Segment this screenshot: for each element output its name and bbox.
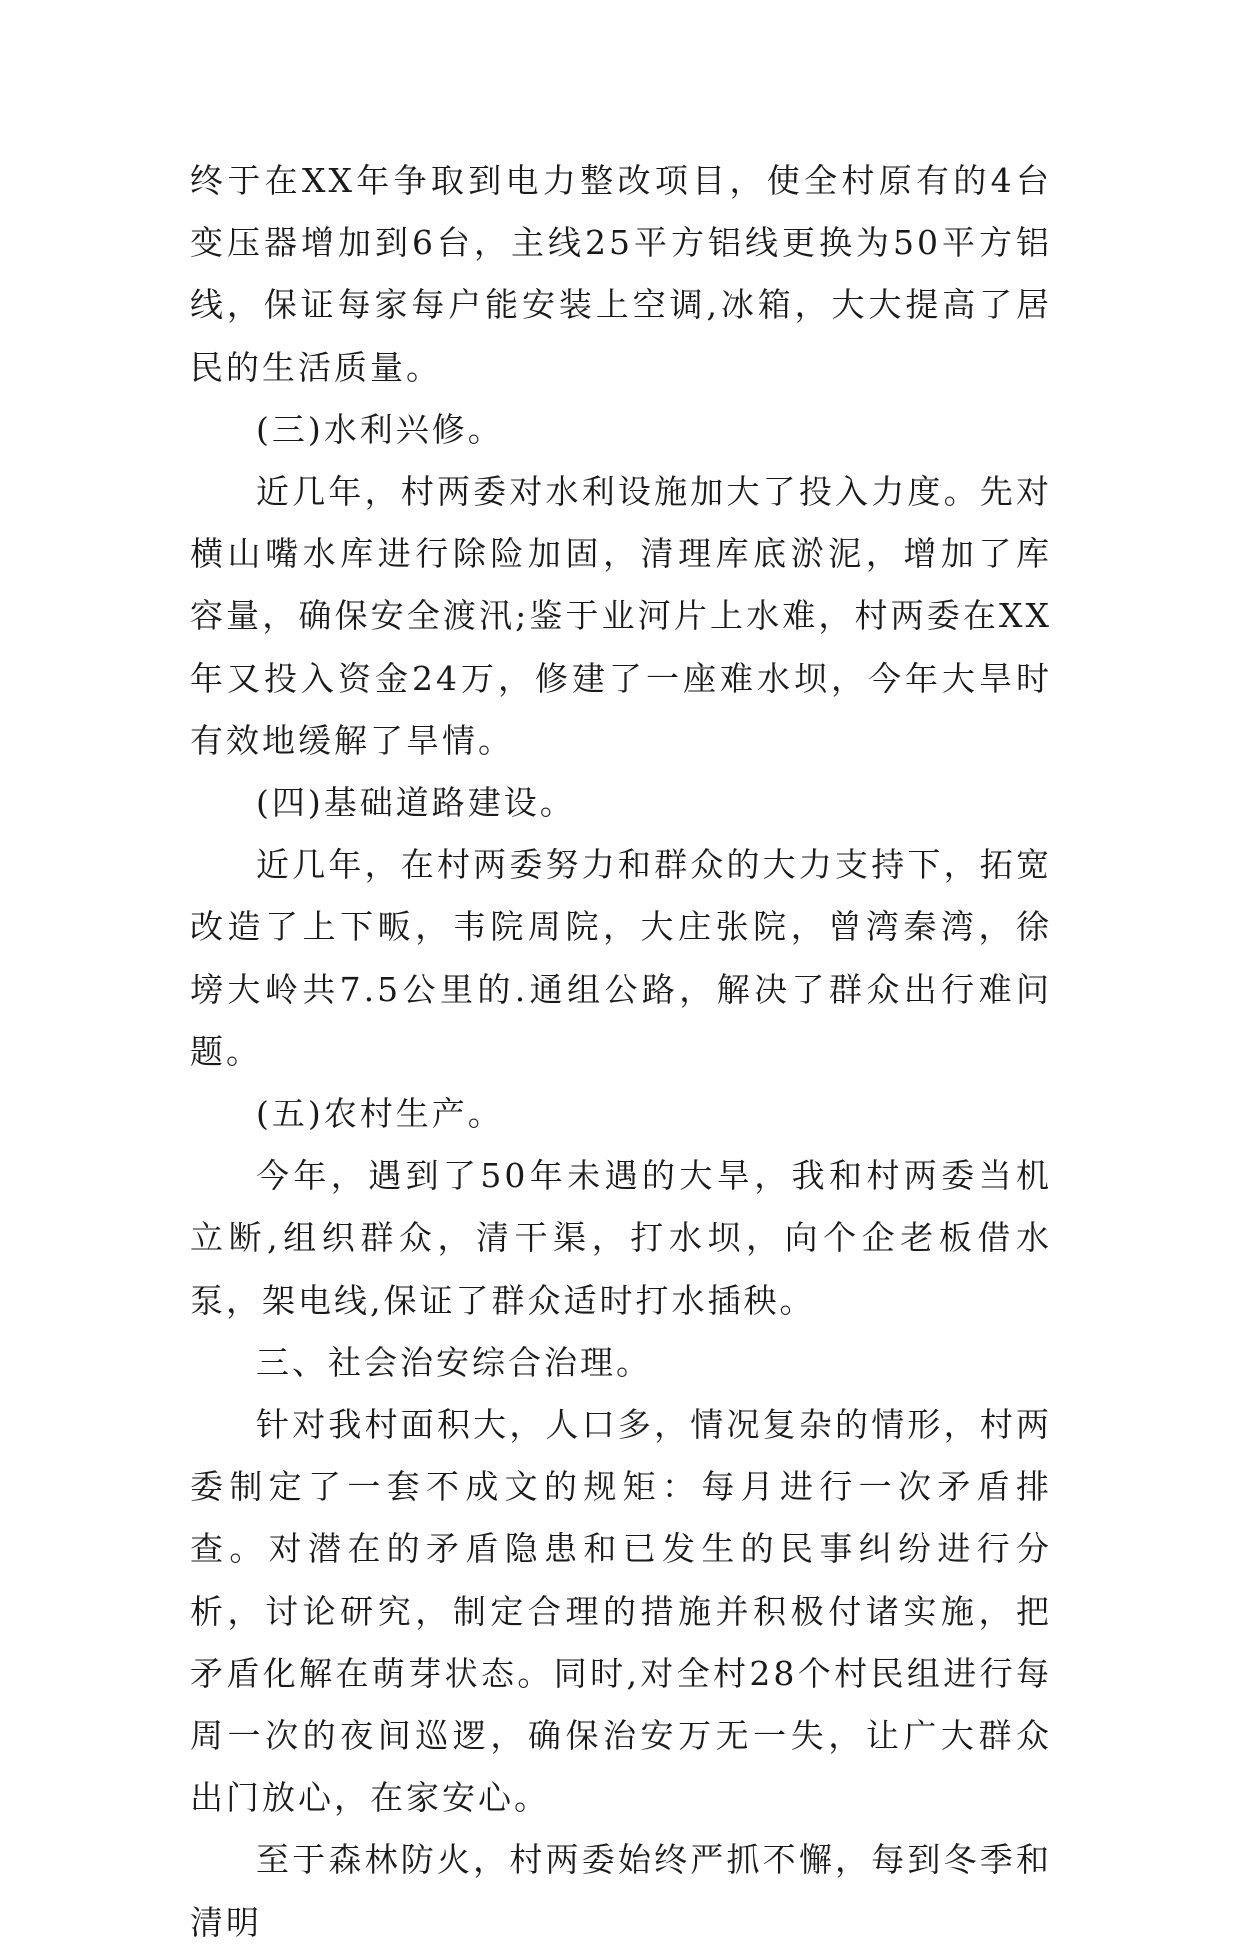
- heading-public-security: 三、社会治安综合治理。: [256, 1342, 652, 1382]
- heading-road-construction: (四)基础道路建设。: [256, 783, 576, 823]
- paragraph-electricity-upgrade: 终于在XX年争取到电力整改项目，使全村原有的4台变压器增加到6台，主线25平方铝线更换为50平方铝线，保证每家每户能安装上空调,冰箱，大大提高了居民的生活质量。: [190, 161, 1052, 387]
- paragraph-rural-production: 今年，遇到了50年未遇的大旱，我和村两委当机立断,组织群众，清干渠，打水坝，向个企老板借水泵，架电线,保证了群众适时打水插秧。: [190, 1156, 1052, 1320]
- paragraph-water-conservancy: 近几年，村两委对水利设施加大了投入力度。先对横山嘴水库进行除险加固，清理库底淤泥，增加了库容量，确保安全渡汛;鉴于业河片上水难，村两委在XX年又投入资金24万，修建了一座难水坝，今年大旱时有效地缓解了旱情。: [190, 472, 1052, 760]
- heading-rural-production: (五)农村生产。: [256, 1094, 504, 1134]
- paragraph-forest-fire-prevention: 至于森林防火，村两委始终严抓不懈，每到冬季和清明: [190, 1840, 1052, 1942]
- paragraph-road-construction: 近几年，在村两委努力和群众的大力支持下，拓宽改造了上下畈，韦院周院，大庄张院，曾湾秦湾，徐塝大岭共7.5公里的.通组公路，解决了群众出行难问题。: [190, 845, 1052, 1071]
- document-body: [190, 150, 1052, 1954]
- paragraph-public-security: 针对我村面积大，人口多，情况复杂的情形，村两委制定了一套不成文的规矩：每月进行一次矛盾排查。对潜在的矛盾隐患和已发生的民事纠纷进行分析，讨论研究，制定合理的措施并积极付诸实施，把矛盾化解在萌芽状态。同时,对全村28个村民组进行每周一次的夜间巡逻，确保治安万无一失，让广大群众出门放心，在家安心。: [190, 1405, 1052, 1818]
- heading-water-conservancy: (三)水利兴修。: [256, 409, 504, 449]
